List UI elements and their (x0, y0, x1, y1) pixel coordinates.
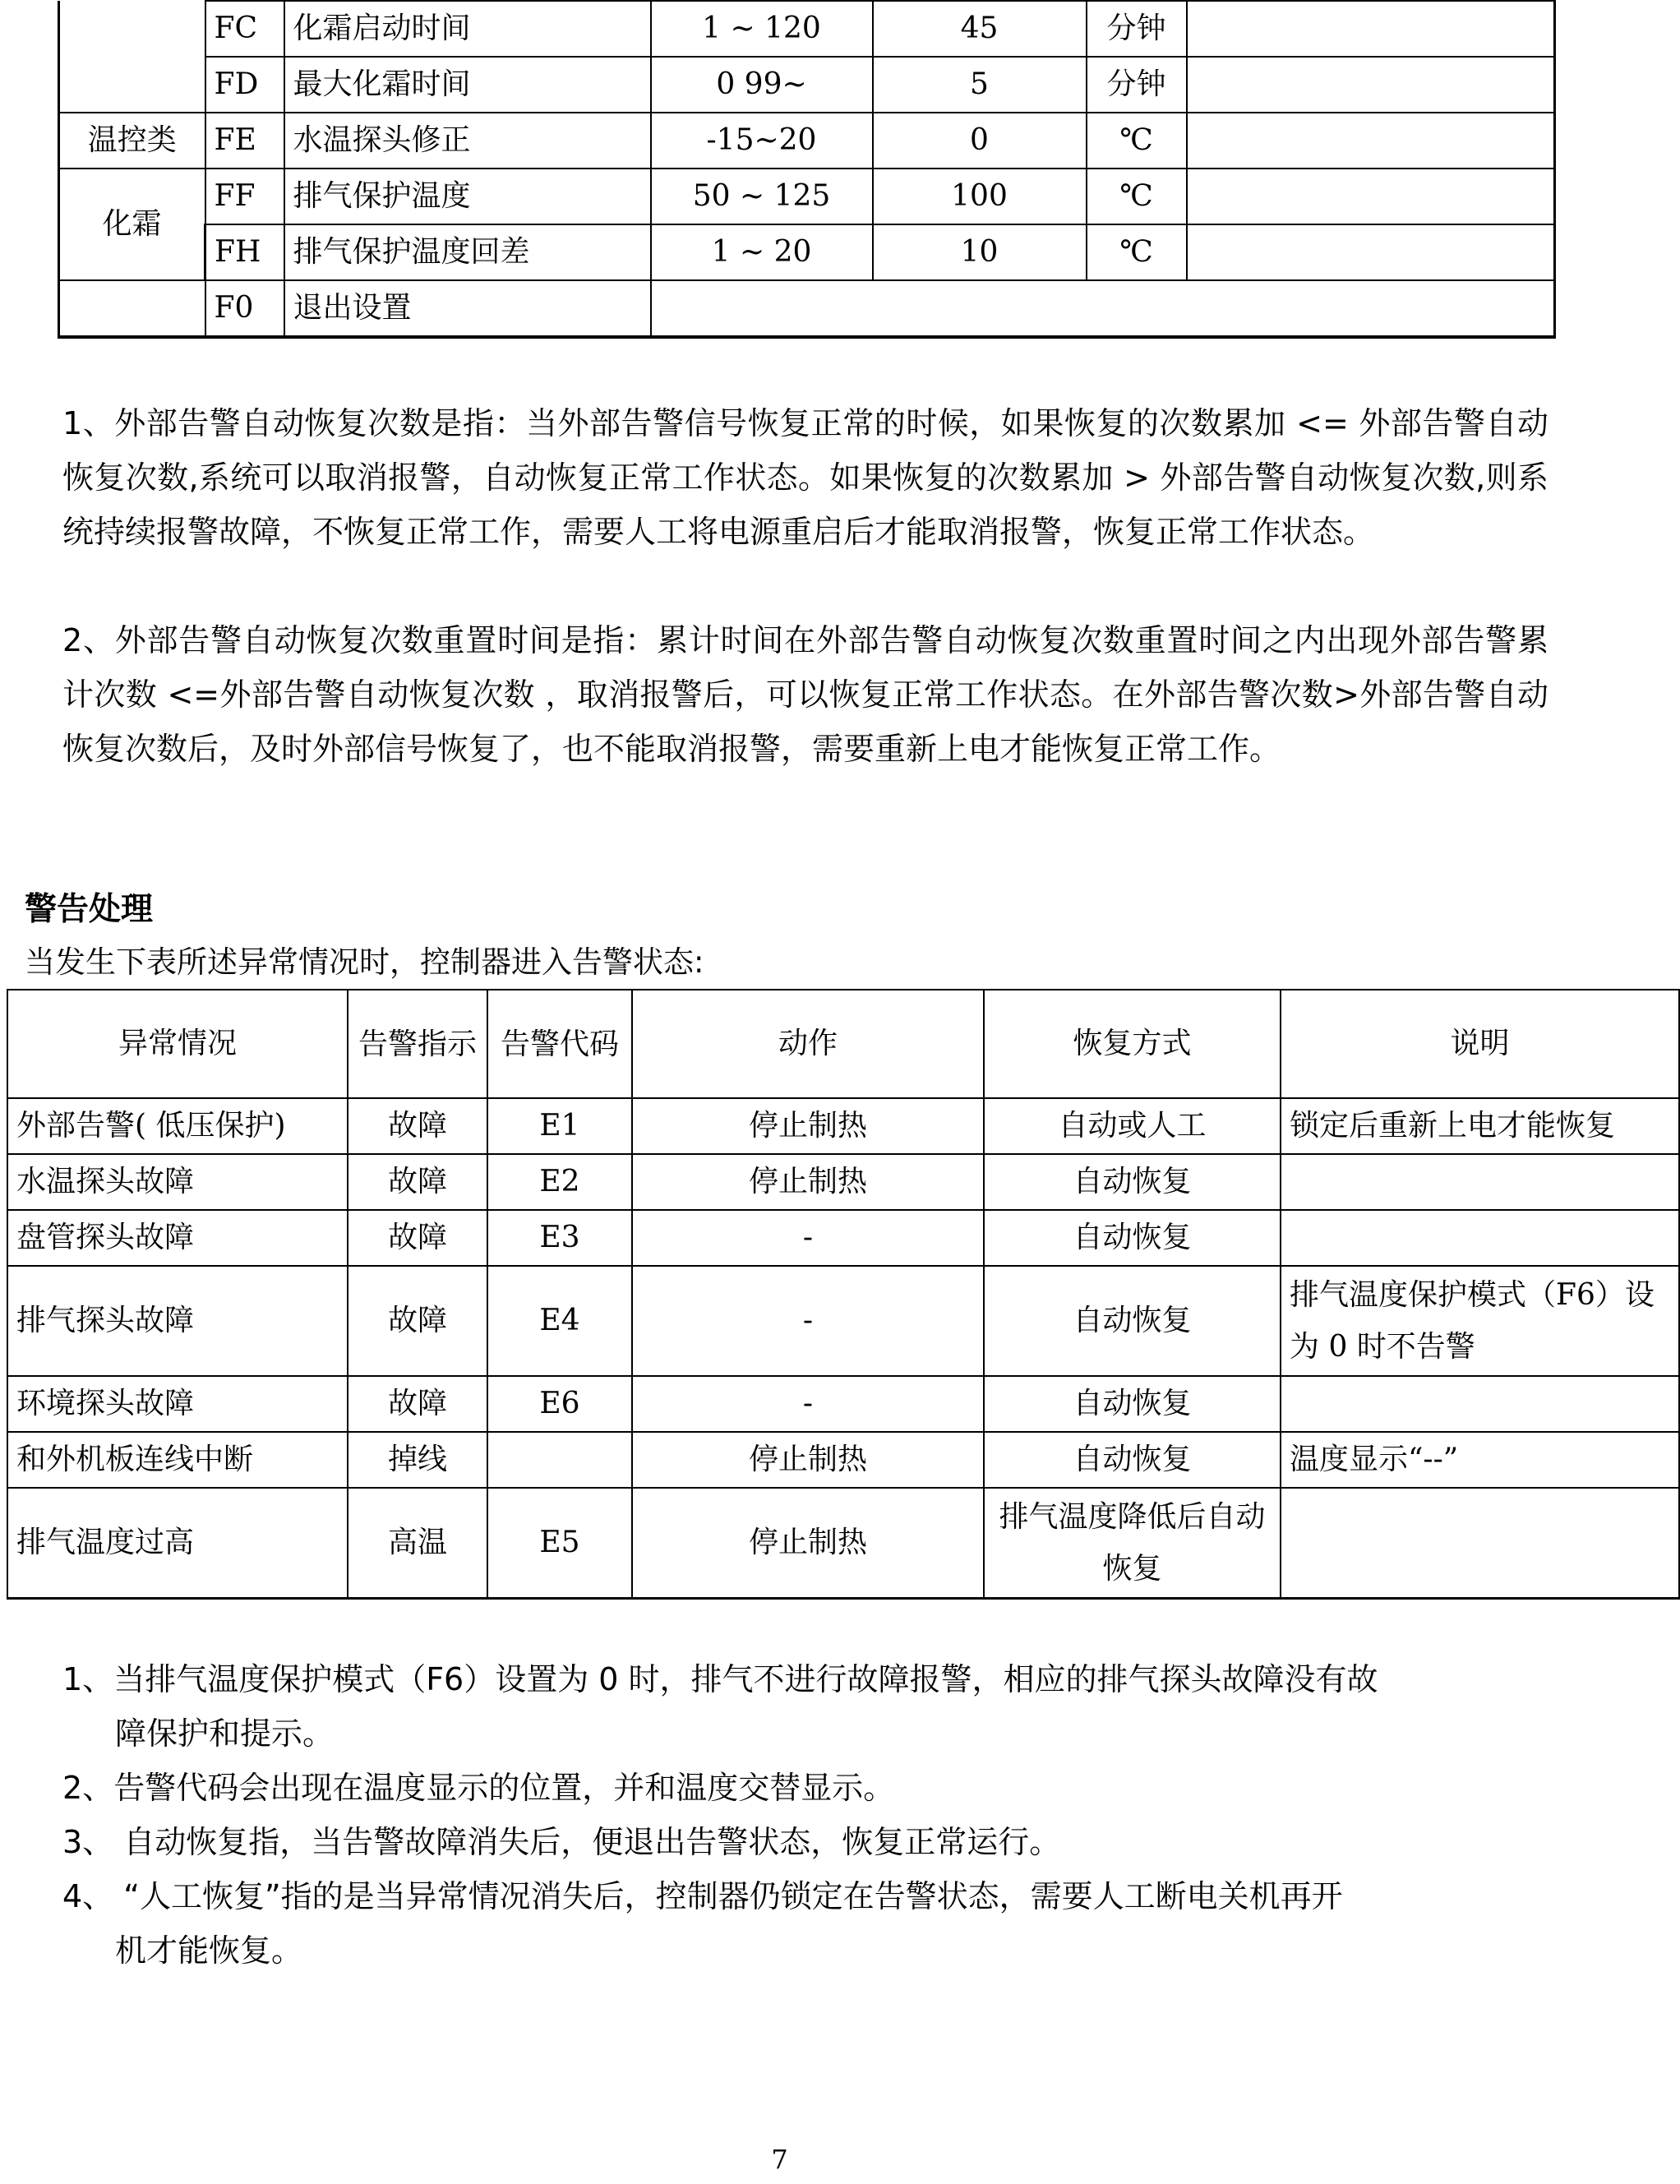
alarm-note (1281, 1376, 1679, 1432)
alarm-action: 停止制热 (632, 1098, 984, 1154)
note-text: 当排气温度保护模式（F6）设置为 0 时，排气不进行故障报警，相应的排气探头故障没有故 (113, 1661, 1378, 1697)
param-name: 退出设置 (284, 280, 651, 337)
note-number: 3、 (62, 1824, 114, 1860)
table-row (7, 1376, 1679, 1432)
alarm-condition: 排气温度过高 (7, 1488, 348, 1598)
table-row (59, 1, 1555, 57)
header-note: 说明 (1281, 990, 1679, 1098)
param-range: 1 ~ 120 (651, 1, 873, 57)
category-cell (59, 1, 205, 57)
param-unit: ℃ (1087, 113, 1187, 169)
param-range: 50 ~ 125 (651, 169, 873, 224)
param-unit: 分钟 (1087, 1, 1187, 57)
param-code: FF (205, 169, 284, 224)
table-row (7, 1210, 1679, 1266)
table-row (7, 1098, 1679, 1154)
alarm-note: 排气温度保护模式（F6）设为 0 时不告警 (1281, 1266, 1679, 1376)
empty-cell (651, 280, 1555, 337)
param-name: 排气保护温度 (284, 169, 651, 224)
param-name: 最大化霜时间 (284, 57, 651, 113)
note-number: 1、 (62, 1661, 114, 1697)
alarm-code: E6 (487, 1376, 632, 1432)
param-name: 水温探头修正 (284, 113, 651, 169)
alarm-code (487, 1432, 632, 1488)
param-unit: 分钟 (1087, 57, 1187, 113)
header-action: 动作 (632, 990, 984, 1098)
param-range: 1 ~ 20 (651, 224, 873, 280)
alarm-code: E1 (487, 1098, 632, 1154)
alarm-recovery: 自动恢复 (984, 1266, 1281, 1376)
alarm-indicator: 高温 (348, 1488, 487, 1598)
header-recovery: 恢复方式 (984, 990, 1281, 1098)
table-row (7, 1266, 1679, 1376)
note-number: 2、 (62, 1770, 114, 1806)
alarm-condition: 环境探头故障 (7, 1376, 348, 1432)
param-name: 排气保护温度回差 (284, 224, 651, 280)
alarm-action: 停止制热 (632, 1488, 984, 1598)
alarm-note-4 (62, 1869, 1548, 1978)
alarm-indicator: 故障 (348, 1098, 487, 1154)
alarm-code: E5 (487, 1488, 632, 1598)
table-row (59, 280, 1555, 337)
alarm-note (1281, 1154, 1679, 1210)
param-code: FE (205, 113, 284, 169)
alarm-recovery: 自动或人工 (984, 1098, 1281, 1154)
param-name: 化霜启动时间 (284, 1, 651, 57)
note-text: “人工恢复”指的是当异常情况消失后，控制器仍锁定在告警状态，需要人工断电关机再开 (113, 1878, 1343, 1914)
note-text: 自动恢复指，当告警故障消失后，便退出告警状态，恢复正常运行。 (113, 1824, 1061, 1860)
param-range: -15~20 (651, 113, 873, 169)
alarm-condition: 盘管探头故障 (7, 1210, 348, 1266)
param-default: 45 (873, 1, 1087, 57)
header-condition: 异常情况 (7, 990, 348, 1098)
alarm-condition: 水温探头故障 (7, 1154, 348, 1210)
table-row (59, 169, 1555, 224)
category-label: 化霜 (59, 169, 205, 280)
param-code: F0 (205, 280, 284, 337)
alarm-recovery: 自动恢复 (984, 1376, 1281, 1432)
parameter-table (58, 0, 1556, 339)
alarm-condition: 和外机板连线中断 (7, 1432, 348, 1488)
param-default: 100 (873, 169, 1087, 224)
note-paragraph-1: 1、外部告警自动恢复次数是指：当外部告警信号恢复正常的时候，如果恢复的次数累加 <= 外部告警自动恢复次数,系统可以取消报警，自动恢复正常工作状态。如果恢复的次数累加 > 外部告警自动恢复次数,则系统持续报警故障，不恢复正常工作，需要人工将电源重启后才能取消报警，恢复正常工作状态。 (62, 405, 1548, 550)
alarm-action: - (632, 1210, 984, 1266)
param-code: FC (205, 1, 284, 57)
note-continuation: 障保护和提示。 (115, 1715, 335, 1752)
page-number: 7 (771, 2144, 788, 2175)
alarm-note (1281, 1488, 1679, 1598)
section-title: 警告处理 (25, 891, 154, 928)
alarm-indicator: 掉线 (348, 1432, 487, 1488)
alarm-recovery: 自动恢复 (984, 1210, 1281, 1266)
table-row (7, 1154, 1679, 1210)
alarm-indicator: 故障 (348, 1376, 487, 1432)
param-range: 0 99~ (651, 57, 873, 113)
alarm-table (7, 989, 1680, 1600)
param-default: 10 (873, 224, 1087, 280)
alarm-code: E3 (487, 1210, 632, 1266)
param-unit: ℃ (1087, 224, 1187, 280)
note-paragraph-2: 2、外部告警自动恢复次数重置时间是指：累计时间在外部告警自动恢复次数重置时间之内出现外部告警累计次数 <=外部告警自动恢复次数 ，取消报警后，可以恢复正常工作状态。在外部告警次数>外部告警自动恢复次数后，及时外部信号恢复了，也不能取消报警，需要重新上电才能恢复正常工作。 (62, 622, 1548, 767)
empty-cell (1187, 57, 1555, 113)
alarm-condition: 排气探头故障 (7, 1266, 348, 1376)
alarm-note-3 (62, 1815, 1548, 1869)
alarm-indicator: 故障 (348, 1210, 487, 1266)
param-code: FD (205, 57, 284, 113)
category-cell (59, 57, 205, 113)
header-indicator: 告警指示 (348, 990, 487, 1098)
alarm-code: E4 (487, 1266, 632, 1376)
table-row (7, 1432, 1679, 1488)
alarm-code: E2 (487, 1154, 632, 1210)
alarm-recovery: 自动恢复 (984, 1154, 1281, 1210)
empty-cell (1187, 224, 1555, 280)
header-code: 告警代码 (487, 990, 632, 1098)
alarm-action: 停止制热 (632, 1154, 984, 1210)
alarm-indicator: 故障 (348, 1266, 487, 1376)
alarm-note: 温度显示“--” (1281, 1432, 1679, 1488)
table-row (59, 57, 1555, 113)
alarm-indicator: 故障 (348, 1154, 487, 1210)
param-code: FH (205, 224, 284, 280)
empty-cell (1187, 169, 1555, 224)
table-row (7, 1488, 1679, 1598)
param-unit: ℃ (1087, 169, 1187, 224)
table-row (59, 113, 1555, 169)
alarm-recovery: 自动恢复 (984, 1432, 1281, 1488)
param-default: 0 (873, 113, 1087, 169)
section-intro: 当发生下表所述异常情况时，控制器进入告警状态: (25, 944, 704, 980)
table-header-row (7, 990, 1679, 1098)
empty-cell (1187, 113, 1555, 169)
category-cell (59, 280, 205, 337)
alarm-note (1281, 1210, 1679, 1266)
alarm-condition: 外部告警( 低压保护) (7, 1098, 348, 1154)
alarm-note-2 (62, 1761, 1548, 1815)
note-text: 告警代码会出现在温度显示的位置，并和温度交替显示。 (113, 1770, 895, 1806)
alarm-note: 锁定后重新上电才能恢复 (1281, 1098, 1679, 1154)
alarm-recovery: 排气温度降低后自动恢复 (984, 1488, 1281, 1598)
alarm-action: - (632, 1266, 984, 1376)
param-default: 5 (873, 57, 1087, 113)
note-number: 4、 (62, 1878, 114, 1914)
alarm-note-1 (62, 1652, 1548, 1761)
alarm-action: 停止制热 (632, 1432, 984, 1488)
category-label: 温控类 (59, 113, 205, 169)
empty-cell (1187, 1, 1555, 57)
alarm-action: - (632, 1376, 984, 1432)
note-continuation: 机才能恢复。 (115, 1932, 303, 1969)
table-row (59, 224, 1555, 280)
